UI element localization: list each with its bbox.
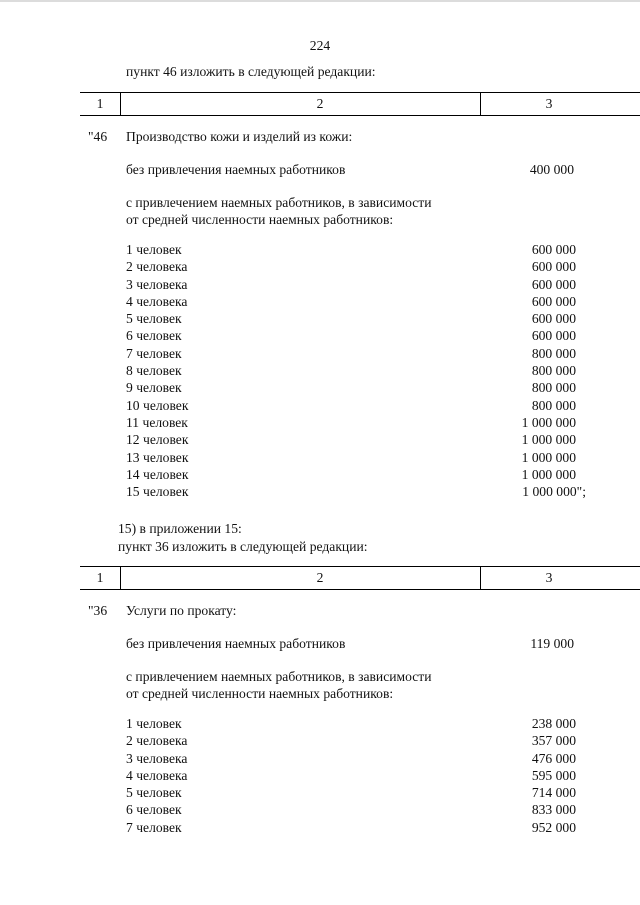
header-col-1: 1 bbox=[96, 570, 104, 585]
section-2-code: "36 bbox=[88, 603, 108, 618]
page-top-edge bbox=[0, 0, 640, 2]
table-row bbox=[126, 431, 576, 448]
table-row bbox=[126, 310, 576, 327]
section-2-rows bbox=[126, 715, 576, 836]
section-2-with-hire-line-2: от средней численности наемных работников: bbox=[126, 686, 394, 701]
header-col-3: 3 bbox=[545, 96, 553, 111]
row-value: 600 000 bbox=[531, 276, 576, 292]
row-label: 5 человек bbox=[126, 311, 182, 327]
table-row bbox=[126, 241, 576, 258]
table-row bbox=[126, 819, 576, 836]
row-label: 5 человек bbox=[126, 785, 182, 801]
row-label: 14 человек bbox=[126, 466, 189, 482]
section-2-no-hire-label: без привлечения наемных работников bbox=[126, 636, 346, 651]
table-row bbox=[126, 293, 576, 310]
section-1-no-hire-label: без привлечения наемных работников bbox=[126, 162, 346, 177]
row-value: 595 000 bbox=[531, 767, 576, 783]
row-value: 833 000 bbox=[531, 802, 576, 818]
row-value: 357 000 bbox=[531, 733, 576, 749]
table-row bbox=[126, 327, 576, 344]
header-col-2: 2 bbox=[316, 96, 324, 111]
row-value: 1 000 000"; bbox=[522, 484, 586, 500]
section-1-with-hire-line-1: с привлечением наемных работников, в зависимости bbox=[126, 195, 432, 210]
section-1-code: "46 bbox=[88, 129, 108, 144]
table-row bbox=[126, 449, 576, 466]
row-label: 4 человека bbox=[126, 767, 188, 783]
row-value: 1 000 000 bbox=[521, 466, 576, 482]
section-1-rows bbox=[126, 241, 586, 500]
row-label: 4 человека bbox=[126, 293, 188, 309]
row-value: 600 000 bbox=[531, 328, 576, 344]
row-value: 952 000 bbox=[531, 819, 576, 835]
section-1-with-hire-line-2: от средней численности наемных работников: bbox=[126, 212, 394, 227]
row-label: 1 человек bbox=[126, 716, 182, 731]
row-label: 6 человек bbox=[126, 328, 182, 344]
row-label: 13 человек bbox=[126, 449, 189, 465]
section-2-no-hire-value: 119 000 bbox=[530, 636, 574, 651]
table-row bbox=[126, 414, 576, 431]
table-row bbox=[126, 397, 576, 414]
row-label: 6 человек bbox=[126, 802, 182, 818]
table-row bbox=[126, 379, 576, 396]
row-label: 3 человека bbox=[126, 750, 188, 766]
table-row bbox=[126, 715, 576, 732]
header-col-3: 3 bbox=[545, 570, 553, 585]
row-value: 714 000 bbox=[531, 785, 576, 801]
table-row bbox=[126, 784, 576, 801]
row-value: 800 000 bbox=[531, 363, 576, 379]
row-label: 15 человек bbox=[126, 484, 189, 500]
header-divider bbox=[480, 93, 481, 115]
table-row bbox=[126, 276, 576, 293]
row-value: 600 000 bbox=[531, 259, 576, 275]
table-row bbox=[126, 362, 576, 379]
row-value: 800 000 bbox=[531, 380, 576, 396]
section-2-with-hire-line-1: с привлечением наемных работников, в зависимости bbox=[126, 669, 432, 684]
row-label: 11 человек bbox=[126, 414, 188, 430]
row-label: 8 человек bbox=[126, 363, 182, 379]
page-number: 224 bbox=[309, 38, 331, 53]
table-header-2 bbox=[80, 566, 640, 590]
row-value: 600 000 bbox=[531, 293, 576, 309]
row-value: 1 000 000 bbox=[521, 414, 576, 430]
row-label: 2 человека bbox=[126, 259, 188, 275]
header-divider bbox=[480, 567, 481, 589]
table-row bbox=[126, 750, 576, 767]
intro-paragraph-2-line-2: пункт 36 изложить в следующей редакции: bbox=[118, 539, 368, 554]
row-label: 7 человек bbox=[126, 819, 182, 835]
table-row bbox=[126, 767, 576, 784]
row-value: 1 000 000 bbox=[521, 449, 576, 465]
row-label: 7 человек bbox=[126, 345, 182, 361]
row-label: 2 человека bbox=[126, 733, 188, 749]
row-value: 600 000 bbox=[531, 242, 576, 257]
row-value: 800 000 bbox=[531, 345, 576, 361]
table-row bbox=[126, 258, 576, 275]
table-header-1 bbox=[80, 92, 640, 116]
row-label: 9 человек bbox=[126, 380, 182, 396]
row-label: 1 человек bbox=[126, 242, 182, 257]
row-label: 12 человек bbox=[126, 432, 189, 448]
row-value: 1 000 000 bbox=[521, 432, 576, 448]
row-value: 600 000 bbox=[531, 311, 576, 327]
intro-paragraph-1: пункт 46 изложить в следующей редакции: bbox=[126, 64, 376, 79]
header-col-1: 1 bbox=[96, 96, 104, 111]
row-value: 800 000 bbox=[531, 397, 576, 413]
table-row bbox=[126, 345, 576, 362]
row-label: 3 человека bbox=[126, 276, 188, 292]
header-col-2: 2 bbox=[316, 570, 324, 585]
table-row bbox=[126, 801, 576, 818]
section-2-title: Услуги по прокату: bbox=[126, 603, 237, 618]
section-1-title: Производство кожи и изделий из кожи: bbox=[126, 129, 353, 144]
section-1-no-hire-value: 400 000 bbox=[529, 162, 574, 177]
table-row bbox=[126, 483, 586, 500]
row-label: 10 человек bbox=[126, 397, 189, 413]
table-row bbox=[126, 466, 576, 483]
row-value: 238 000 bbox=[531, 716, 576, 731]
row-value: 476 000 bbox=[531, 750, 576, 766]
intro-paragraph-2-line-1: 15) в приложении 15: bbox=[118, 521, 242, 536]
table-row bbox=[126, 732, 576, 749]
